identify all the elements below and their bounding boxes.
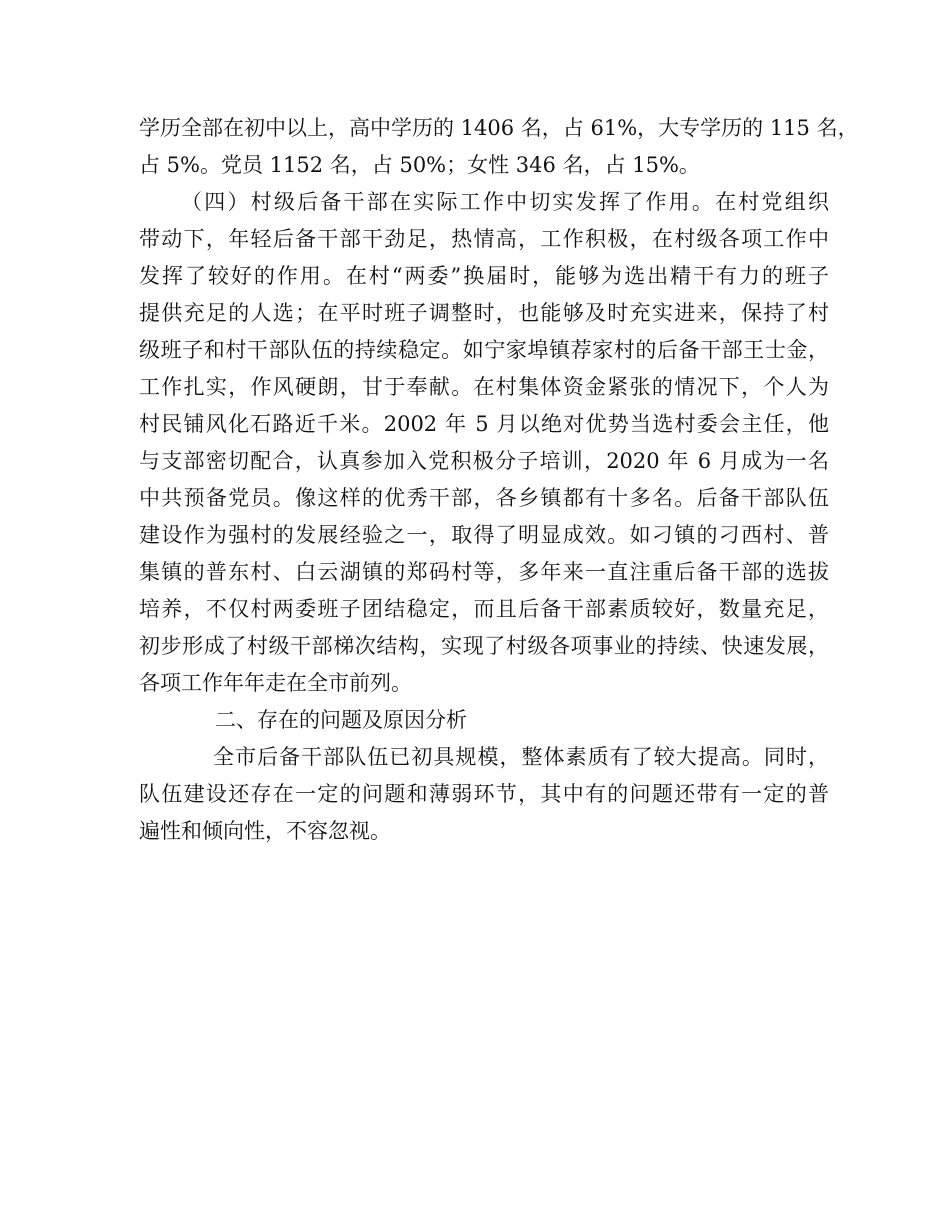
text-line: 带动下，年轻后备干部干劲足，热情高，工作积极，在村级各项工作中 [139,227,829,251]
text-line: 工作扎实，作风硬朗，甘于奉献。在村集体资金紧张的情况下，个人为 [139,375,829,399]
section-heading: 二、存在的问题及原因分析 [215,708,467,732]
text-line: 培养，不仅村两委班子团结稳定，而且后备干部素质较好，数量充足， [139,597,829,621]
text-line: 学历全部在初中以上，高中学历的 1406 名，占 61%，大专学历的 115 名， [139,116,859,140]
text-line: 初步形成了村级干部梯次结构，实现了村级各项事业的持续、快速发展， [139,634,829,658]
document-body [139,110,859,850]
section-heading-line: （四）村级后备干部在实际工作中切实发挥了作用。在村党组织 [181,190,829,214]
text-line: 各项工作年年走在全市前列。 [139,671,412,695]
text-line: 全市后备干部队伍已初具规模，整体素质有了较大提高。同时， [213,745,829,769]
text-line: 中共预备党员。像这样的优秀干部，各乡镇都有十多名。后备干部队伍 [139,486,829,510]
text-line: 建设作为强村的发展经验之一，取得了明显成效。如刁镇的刁西村、普 [139,523,829,547]
text-line: 级班子和村干部队伍的持续稳定。如宁家埠镇荐家村的后备干部王士金， [139,338,829,362]
text-line: 与支部密切配合，认真参加入党积极分子培训，2020 年 6 月成为一名 [139,449,829,473]
text-line: 提供充足的人选；在平时班子调整时，也能够及时充实进来，保持了村 [139,301,829,325]
text-line: 遍性和倾向性，不容忽视。 [139,819,391,843]
text-line: 占 5%。党员 1152 名，占 50%；女性 346 名，占 15%。 [139,153,700,177]
text-line: 发挥了较好的作用。在村“两委”换届时，能够为选出精干有力的班子 [139,264,829,288]
text-line: 村民铺风化石路近千米。2002 年 5 月以绝对优势当选村委会主任，他 [139,412,829,436]
text-line: 集镇的普东村、白云湖镇的郑码村等，多年来一直注重后备干部的选拔 [139,560,829,584]
text-line: 队伍建设还存在一定的问题和薄弱环节，其中有的问题还带有一定的普 [139,782,829,806]
